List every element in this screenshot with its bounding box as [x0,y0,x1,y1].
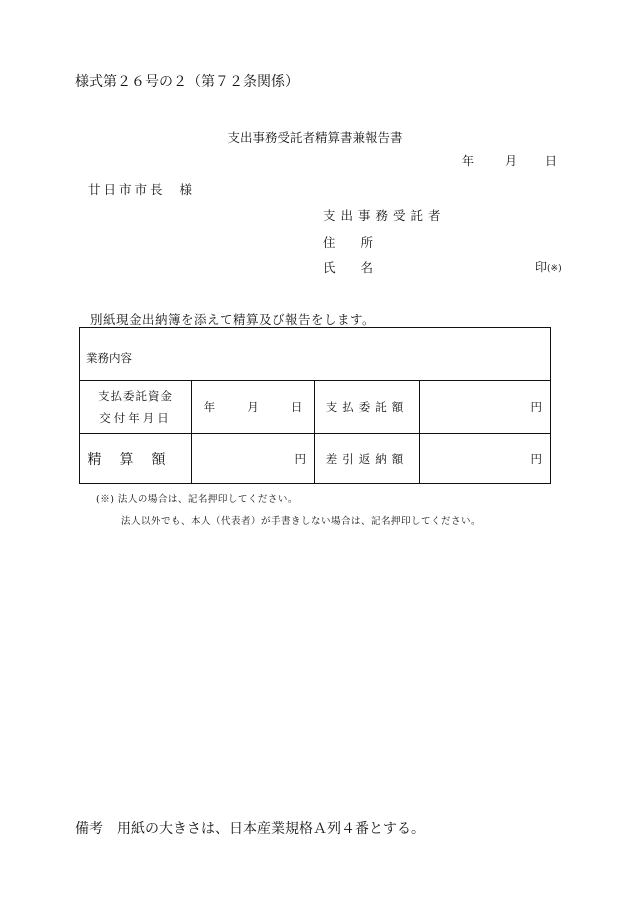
date-day-label: 日 [545,154,558,168]
payment-amount-cell[interactable]: 円 [420,381,551,434]
intro-text: 別紙現金出納簿を添えて精算及び報告をします。 [90,312,376,327]
settlement-label: 精算額 [80,434,192,484]
addressee-honorific: 様 [179,182,196,197]
payment-date-label-line1: 支払委託資金 [98,389,173,403]
table-row-payment [80,381,551,434]
table-row-settlement [80,434,551,484]
payment-date-day: 日 [290,400,303,414]
sender-name-label: 氏 名 [323,260,374,275]
settlement-table [79,327,551,484]
work-content-cell[interactable] [80,328,551,381]
seal-label: 印 [535,260,548,274]
settlement-amount-cell[interactable]: 円 [192,434,315,484]
remarks [75,818,425,838]
payment-date-cell[interactable] [192,381,315,434]
remarks-text: 用紙の大きさは、日本産業規格Ａ列４番とする。 [117,821,425,837]
payment-date-label-cell [80,381,192,434]
addressee [88,180,195,198]
addressee-name: 廿日市市長 [88,182,166,197]
date-month-label: 月 [505,154,518,168]
sender-role-label: 支出事務受託者 [323,208,446,223]
payment-amount-label: 支払委託額 [315,381,420,434]
work-content-label: 業務内容 [86,351,132,365]
form-number: 様式第２６号の２（第７２条関係） [75,74,299,90]
document-title: 支出事務受託者精算書兼報告書 [227,130,403,145]
note-corporation: (※) 法人の場合は、記名押印してください。 [96,494,298,505]
payment-date-month: 月 [247,400,259,414]
remarks-label: 備考 [75,821,103,837]
sender-address-label: 住 所 [323,235,374,250]
refund-amount-cell[interactable]: 円 [420,434,551,484]
payment-date-year: 年 [203,400,216,414]
seal-note-mark: (※) [547,264,562,274]
date-year-label: 年 [462,154,475,168]
date-line [462,152,557,169]
note-non-corporation: 法人以外でも、本人（代表者）が手書きしない場合は、記名押印してください。 [121,516,482,527]
payment-date-label-line2: 交付年月日 [99,411,172,425]
table-row-work-content [80,328,551,381]
refund-label: 差引返納額 [315,434,420,484]
seal-mark [535,258,562,275]
